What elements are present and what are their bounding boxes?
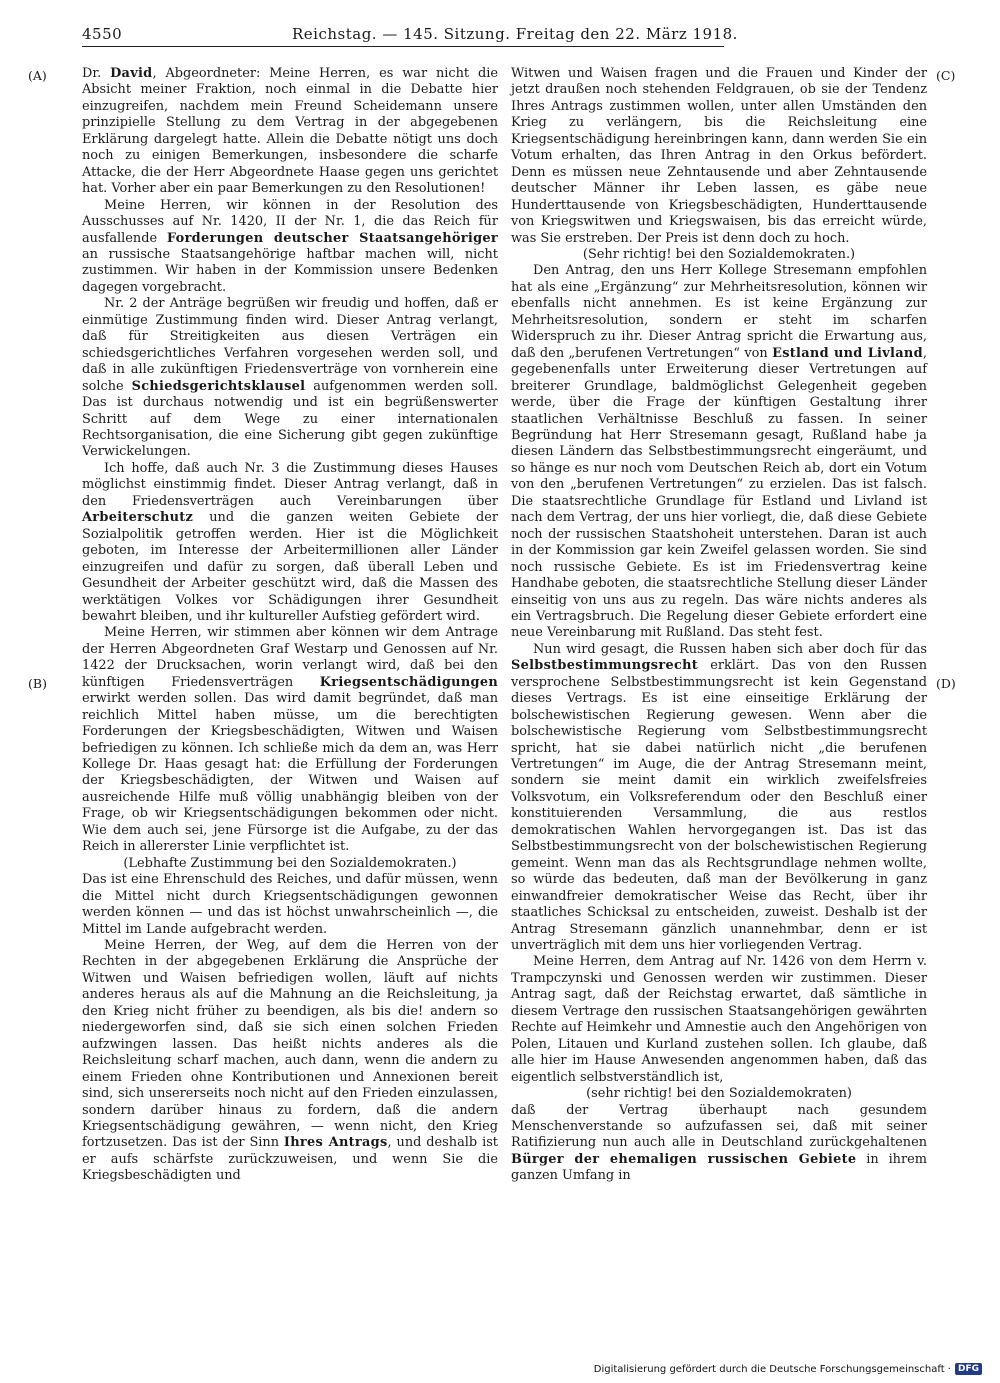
paragraph bbox=[82, 66, 498, 198]
paragraph-text: , Abgeordneter: Meine Herren, es war nicht die Absicht meiner Fraktion, noch einmal in die Debatte hier einzugreifen, nachdem mein Freund Scheidemann unsere prinzipielle Stellung zu dem Vertrag in der abgegebenen Erklärung dargelegt hatte. Allein die Debatte nötigt uns doch noch zu einigen Bemerkungen, insbesondere die scharfe Attacke, die der Herr Abgeordnete Haase gegen uns gerichtet hat. Vorher aber ein paar Bemerkungen zu den Resolutionen! bbox=[82, 66, 498, 197]
running-title: Reichstag. — 145. Sitzung. Freitag den 22. März 1918. bbox=[292, 25, 738, 43]
margin-marker-c: (C) bbox=[936, 68, 956, 83]
margin-marker-d: (D) bbox=[936, 676, 956, 691]
paragraph bbox=[511, 642, 927, 955]
paragraph-text: , gegebenenfalls unter Erweiterung dieser Vertretungen auf breiterer Grundlage, baldmöglichst Gelegenheit gegeben werde, über die Frage der künftigen Gestaltung ihrer staatlichen Verhältnisse Beschluß zu fassen. In seiner Begründung hat Herr Stresemann gesagt, Rußland habe ja diesen Ländern das Selbstbestimmungsrecht eingeräumt, und so hänge es nur noch vom Deutschen Reich ab, dort ein Votum von den „berufenen Vertretungen“ zu erzielen. Das ist falsch. Die staatsrechtliche Grundlage für Estland und Livland ist nach dem Vertrag, der uns hier vorliegt, die, daß diese Gebiete noch der russischen Staatshoheit unterstehen. Daran ist auch in der Kommission gar kein Zweifel gelassen worden. Sie sind noch russische Gebiete. Es ist im Friedensvertrag keine Handhabe geboten, die staatsrechtliche Stellung dieser Länder einseitig von uns aus zu regeln. Das wäre nichts anderes als ein Vertragsbruch. Die Regelung dieser Gebiete erfordert eine neue Vereinbarung mit Rußland. Das steht fest. bbox=[511, 345, 927, 641]
paragraph-text: und die ganzen weiten Gebiete der Sozialpolitik getroffen werden. Hier ist die Möglichkeit geboten, im Interesse der Arbeitermillionen aller Länder einzugreifen und dafür zu sorgen, daß überall Leben und Gesundheit der Arbeiter geschützt wird, daß die Massen des werktätigen Volkes vor Schädigungen ihrer Gesundheit bewahrt bleiben, und ihr kultureller Aufstieg gefördert wird. bbox=[82, 510, 498, 624]
paragraph bbox=[82, 938, 498, 1185]
paragraph-text: erwirkt werden sollen. Das wird damit begründet, daß man reichlich Mittel haben müsse, um die berechtigten Forderungen der Kriegsbeschädigten, Witwen und Waisen befriedigen zu können. Ich schließe mich da dem an, was Herr Kollege Dr. Haas gesagt hat: die Erfüllung der Forderungen der Kriegsbeschädigten, der Witwen und Waisen auf ausreichende Hilfe muß völlig unabhängig bleiben von der Frage, ob wir Kriegsentschädigungen bekommen oder nicht. Wie dem auch sei, jene Fürsorge ist die Aufgabe, zu der das Reich in allererster Linie verpflichtet ist. bbox=[82, 691, 498, 855]
emphasis: Bürger der ehemaligen russischen Gebiete bbox=[511, 1151, 857, 1167]
paragraph: Witwen und Waisen fragen und die Frauen und Kinder der jetzt draußen noch stehenden Feldgrauen, ob sie der Tendenz Ihres Antrags zustimmen wollen, unter allen Umständen den Krieg zu verlängern, bis die Reichsleitung eine Kriegsentschädigung hereinbringen kann, dann werden Sie ein Votum erhalten, das Ihren Antrag in den Orkus befördert. Denn es müssen neue Zehntausende und aber Zehntausende deutscher Männer ihr Leben lassen, es gäbe neue Hunderttausende von Kriegsbeschädigten, Hunderttausende von Kriegswitwen und Kriegswaisen, bis das erreicht würde, was Sie erstreben. Der Preis ist denn doch zu hoch. bbox=[511, 66, 927, 246]
digitization-footer bbox=[594, 1363, 982, 1375]
speaker-name: David bbox=[110, 66, 153, 81]
interjection: (Sehr richtig! bei den Sozialdemokraten.) bbox=[582, 246, 856, 262]
paragraph-text: Nun wird gesagt, die Russen haben sich aber doch für das bbox=[533, 641, 927, 657]
page-number: 4550 bbox=[82, 25, 123, 43]
emphasis: Forderungen deutscher Staatsangehöriger bbox=[166, 230, 498, 246]
paragraph-text: Meine Herren, wir stimmen aber können wir dem Antrage der Herren Abgeordneten Graf Westarp und Genossen auf Nr. 1422 der Drucksachen, worin verlangt wird, daß bei den künftigen Friedensverträgen bbox=[82, 625, 498, 690]
paragraph: Meine Herren, dem Antrag auf Nr. 1426 von dem Herrn v. Trampczynski und Genossen werden wir zustimmen. Dieser Antrag sagt, daß der Reichstag erwartet, daß sämtliche in diesem Vertrage den russischen Staatsangehörigen gewährten Rechte auf Heimkehr und Amnestie auch den Angehörigen von Polen, Litauen und Kurland zustehen sollen. Ich glaube, daß alle hier im Hause Anwesenden angenommen haben, daß das eigentlich selbstverständlich ist, bbox=[511, 954, 927, 1085]
emphasis: Arbeiterschutz bbox=[82, 510, 194, 526]
left-column bbox=[82, 66, 498, 1185]
paragraph bbox=[82, 296, 498, 461]
emphasis: Estland und Livland bbox=[772, 345, 923, 361]
paragraph-text: an russische Staatsangehörige haftbar machen will, nicht zustimmen. Wir haben in der Kommission unsere Bedenken dagegen vorgebracht. bbox=[82, 246, 498, 295]
right-column bbox=[511, 66, 927, 1185]
paragraph-text: daß der Vertrag überhaupt nach gesundem Menschenverstande so aufzufassen sei, daß mit seiner Ratifizierung nun auch alle in Deutschland zurückgehaltenen bbox=[511, 1102, 927, 1151]
dfg-logo: DFG bbox=[955, 1363, 982, 1375]
emphasis: Kriegsentschädigungen bbox=[319, 674, 498, 690]
paragraph-text: erklärt. Das von den Russen versprochene Selbstbestimmungsrecht ist kein Gegenstand dieses Vertrags. Es ist eine einseitige Erklärung der bolschewistischen Regierung gewesen. Wenn aber die bolschewistische Regierung vom Selbstbestimmungsrecht spricht, hat sie dabei natürlich nicht „die berufenen Vertretungen“ im Auge, die der Antrag Stresemann meint, sondern sie meint damit ein wirklich zweifelsfreies Volksvotum, ein Volksreferendum oder den Beschluß einer konstituierenden Versammlung, die aus restlos demokratischen Wahlen hervorgegangen ist. Das ist das Selbstbestimmungsrecht von der bolschewistischen Regierung gemeint. Wenn man das als Rechtsgrundlage nehmen wollte, so würde das bedeuten, daß man der Bevölkerung in ganz einwandfreier demokratischer Weise das Recht, über ihr staatliches Schicksal zu entscheiden, zuweist. Deshalb ist der Antrag Stresemann gänzlich unannehmbar, denn er ist unverträglich mit dem uns hier vorliegenden Vertrag. bbox=[511, 658, 927, 954]
interjection: (Lebhafte Zustimmung bei den Sozialdemokraten.) bbox=[123, 855, 457, 871]
emphasis: Ihres Antrags bbox=[283, 1135, 388, 1151]
header-rule bbox=[82, 46, 724, 47]
paragraph-text: , und deshalb ist er aufs schärfste zurückzuweisen, und wenn Sie die Kriegsbeschädigten und bbox=[82, 1135, 498, 1184]
paragraph bbox=[511, 263, 927, 641]
paragraph bbox=[82, 625, 498, 855]
paragraph-text: aufgenommen werden soll. Das ist durchaus notwendig und ist ein begrüßenswerter Schritt auf dem Wege zu einer internationalen Rechtsorganisation, die eine Sicherung gibt gegen zukünftige Verwickelungen. bbox=[82, 378, 499, 460]
paragraph-text: Den Antrag, den uns Herr Kollege Stresemann empfohlen hat als eine „Ergänzung“ zur Mehrheitsresolution, können wir ebenfalls nicht annehmen. Es ist keine Ergänzung zur Mehrheitsresolution, sondern er steht im scharfen Widerspruch zu ihr. Dieser Antrag spricht die Erwartung aus, daß den „berufenen Vertretungen“ von bbox=[511, 263, 927, 361]
interjection: (sehr richtig! bei den Sozialdemokraten) bbox=[586, 1086, 852, 1102]
margin-marker-a: (A) bbox=[28, 68, 47, 83]
paragraph-text: Meine Herren, wir können in der Resolution des Ausschusses auf Nr. 1420, II der Nr. 1, die das Reich für ausfallende bbox=[82, 197, 498, 246]
paragraph-text: Ich hoffe, daß auch Nr. 3 die Zustimmung dieses Hauses möglichst einstimmig findet. Dieser Antrag verlangt, daß in den Friedensverträgen auch Vereinbarungen über bbox=[82, 460, 498, 509]
paragraph-text: in ihrem ganzen Umfang in bbox=[511, 1151, 928, 1184]
footer-text: Digitalisierung gefördert durch die Deutsche Forschungsgemeinschaft · bbox=[593, 1363, 951, 1375]
paragraph bbox=[82, 461, 498, 626]
emphasis: Schiedsgerichtsklausel bbox=[131, 378, 306, 394]
speaker-title: Dr. bbox=[82, 66, 111, 81]
margin-marker-b: (B) bbox=[28, 676, 47, 691]
paragraph-text: Nr. 2 der Anträge begrüßen wir freudig und hoffen, daß er einmütige Zustimmung finden wird. Dieser Antrag verlangt, daß für Streitigkeiten aus diesen Verträgen ein schiedsgerichtliches Verfahren vorgesehen werden soll, und daß in alle zukünftigen Friedensverträge von vornherein eine solche bbox=[82, 296, 498, 394]
paragraph: Das ist eine Ehrenschuld des Reiches, und dafür müssen, wenn die Mittel nicht durch Kriegsentschädigungen gewonnen werden können — und das ist höchst unwahrscheinlich —, die Mittel im Lande aufgebracht werden. bbox=[82, 872, 498, 937]
emphasis: Selbstbestimmungsrecht bbox=[511, 658, 699, 674]
page-header bbox=[82, 22, 738, 46]
paragraph bbox=[511, 1103, 927, 1185]
paragraph-text: Meine Herren, der Weg, auf dem die Herren von der Rechten in der abgegebenen Erklärung die Ansprüche der Witwen und Waisen befriedigen wollen, läuft auf nichts anderes heraus als auf die Mahnung an die Reichsleitung, ja den Krieg nicht früher zu beendigen, als bis die! andern so niedergeworfen sind, daß sie sich einen solchen Frieden aufzwingen lassen. Das heißt nichts anderes als die Reichsleitung scharf machen, auch dann, wenn die andern zu einem Frieden ohne Kontributionen und Annexionen bereit sind, sich unsererseits noch nicht auf den Frieden einzulassen, sondern darüber hinaus zu fordern, daß die andern Kriegsentschädigung gewähren, — wenn nicht, den Krieg fortzusetzen. Das ist der Sinn bbox=[82, 938, 498, 1151]
paragraph bbox=[82, 198, 498, 297]
